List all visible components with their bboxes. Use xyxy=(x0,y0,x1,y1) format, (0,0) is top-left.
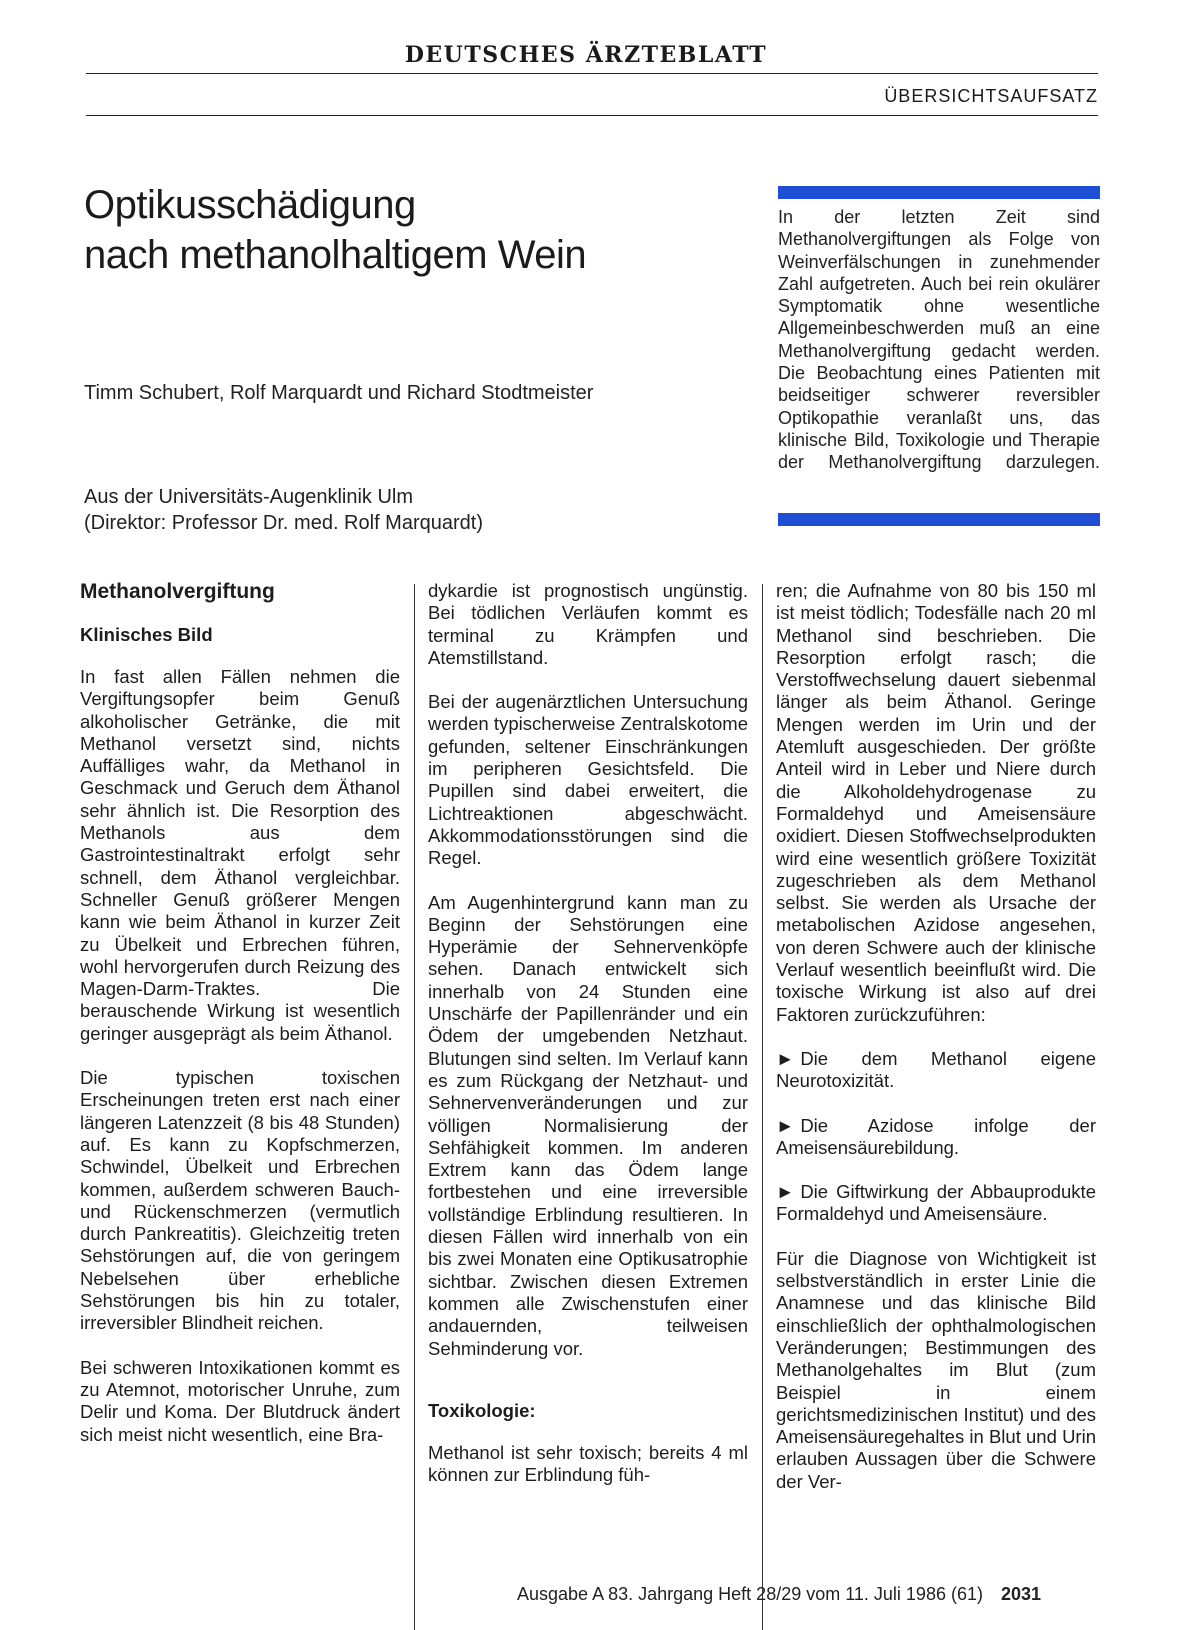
subsection-heading: Toxikologie: xyxy=(428,1399,536,1421)
section-rule xyxy=(86,115,1098,116)
affiliation-line-1: Aus der Universitäts-Augenklinik Ulm xyxy=(84,486,414,508)
body-column-3 xyxy=(776,580,1096,1515)
paragraph: In fast allen Fällen nehmen die Vergiftungsopfer beim Genuß alkoholischer Getränke, die mit Methanol versetzt sind, nichts Auffälliges wahr, da Methanol in Geschmack und Geruch dem Äthanol sehr ähnlich ist. Die Resorption des Methanols aus dem Gastrointestinaltrakt erfolgt sehr schnell, dem Äthanol vergleichbar. Schneller Genuß größerer Mengen kann wie beim Äthanol in kurzer Zeit zu Übelkeit und Erbrechen führen, wohl hervorgerufen durch Reizung des Magen-Darm-Traktes. Die berauschende Wirkung ist wesentlich geringer ausgeprägt als beim Äthanol. xyxy=(80,666,400,1044)
body-column-2 xyxy=(428,580,748,1508)
paragraph: dykardie ist prognostisch ungünstig. Bei tödlichen Verläufen kommt es terminal zu Krämpfen und Atemstillstand. xyxy=(428,580,748,668)
triangle-bullet-icon: ► xyxy=(776,1181,795,1203)
paragraph: ren; die Aufnahme von 80 bis 150 ml ist meist tödlich; Todesfälle nach 20 ml Methanol sind beschrieben. Die Resorption erfolgt rasch; die Verstoffwechselung dauert siebenmal länger als beim Äthanol. Geringe Mengen werden im Urin und der Atemluft ausgeschieden. Der größte Anteil wird in Leber und Niere durch die Alkoholdehydrogenase zu Formaldehyd und Ameisensäure oxidiert. Diesen Stoffwechselprodukten wird eine wesentlich größere Toxizität zugeschrieben als dem Methanol selbst. Sie werden als Ursache der metabolischen Azidose angesehen, von deren Schwere auch der klinische Verlauf wesentlich beeinflußt wird. Die toxische Wirkung ist also auf drei Faktoren zurückzuführen: xyxy=(776,580,1096,1025)
bullet-list xyxy=(776,1048,1096,1226)
triangle-bullet-icon: ► xyxy=(776,1047,795,1069)
abstract-top-bar xyxy=(778,186,1100,199)
journal-masthead: DEUTSCHES ÄRZTEBLATT xyxy=(404,42,768,68)
list-item xyxy=(776,1181,1096,1226)
body-column-1 xyxy=(80,580,400,1468)
section-heading: Methanolvergiftung xyxy=(80,580,275,603)
issue-info: Ausgabe A 83. Jahrgang Heft 28/29 vom 11. Juli 1986 (61) xyxy=(517,1584,983,1604)
list-item xyxy=(776,1115,1096,1160)
paragraph: Bei schweren Intoxikationen kommt es zu Atemnot, motorischer Unruhe, zum Delir und Koma. Der Blutdruck ändert sich meist nicht wesentlich, eine Bra- xyxy=(80,1356,400,1445)
article-title xyxy=(84,180,744,280)
list-item-text: Die dem Methanol eigene Neurotoxizität. xyxy=(776,1047,1096,1092)
column-divider xyxy=(414,584,415,1630)
paragraph: Die typischen toxischen Erscheinungen treten erst nach einer längeren Latenzzeit (8 bis 48 Stunden) auf. Es kann zu Kopfschmerzen, Schwindel, Übelkeit und Erbrechen kommen, außerdem schweren Bauch- und Rückenschmerzen (vermutlich durch Pankreatitis). Gleichzeitig treten Sehstörungen auf, die von geringem Nebelsehen über erhebliche Sehstörungen bis hin zu totaler, irreversibler Blindheit reichen. xyxy=(80,1067,400,1334)
affiliation-line-2: (Direktor: Professor Dr. med. Rolf Marquardt) xyxy=(84,512,483,534)
paragraph: Bei der augenärztlichen Untersuchung werden typischerweise Zentralskotome gefunden, seltener Einschränkungen im peripheren Gesichtsfeld. Die Pupillen sind dabei erweitert, die Lichtreaktionen abgeschwächt. Akkommodationsstörungen sind die Regel. xyxy=(428,691,748,869)
title-line-2: nach methanolhaltigem Wein xyxy=(84,233,587,277)
abstract-text: In der letzten Zeit sind Methanolvergiftungen als Folge von Weinverfälschungen in zunehmender Zahl aufgetreten. Auch bei rein okulärer Symptomatik ohne wesentliche Allgemeinbeschwerden muß an eine Methanolvergiftung gedacht werden. Die Beobachtung eines Patienten mit beidseitiger schwerer reversibler Optikopathie veranlaßt uns, das klinische Bild, Toxikologie und Therapie der Methanolvergiftung darzulegen. xyxy=(778,207,1100,473)
paragraph: Methanol ist sehr toxisch; bereits 4 ml können zur Erblindung füh- xyxy=(428,1441,748,1486)
paragraph: Für die Diagnose von Wichtigkeit ist selbstverständlich in erster Linie die Anamnese und das klinische Bild einschließlich der ophthalmologischen Veränderungen; Bestimmungen des Methanolgehaltes im Blut (zum Beispiel in einem gerichtsmedizinischen Institut) und des Ameisensäuregehaltes in Blut und Urin erlauben Aussagen über die Schwere der Ver- xyxy=(776,1247,1096,1492)
section-label: ÜBERSICHTSAUFSATZ xyxy=(884,86,1098,106)
abstract-bottom-bar xyxy=(778,513,1100,526)
title-line-1: Optikusschädigung xyxy=(84,183,416,227)
list-item xyxy=(776,1048,1096,1093)
column-divider xyxy=(762,584,763,1630)
author-list: Timm Schubert, Rolf Marquardt und Richard Stodtmeister xyxy=(84,382,594,404)
page-footer xyxy=(517,1584,1041,1605)
paragraph: Am Augenhintergrund kann man zu Beginn der Sehstörungen eine Hyperämie der Sehnervenköpfe sehen. Danach entwickelt sich innerhalb von 24 Stunden eine Unschärfe der Papillenränder und ein Ödem der umgebenden Netzhaut. Blutungen sind selten. Im Verlauf kann es zum Rückgang der Netzhaut- und Sehnervenveränderungen und zur völligen Normalisierung der Sehfähigkeit kommen. Im anderen Extrem kann das Ödem lange fortbestehen und eine irreversible vollständige Erblindung resultieren. In diesen Fällen wird innerhalb von ein bis zwei Monaten eine Optikusatrophie sichtbar. Zwischen diesen Extremen kommen alle Zwischenstufen einer andauernden, teilweisen Sehminderung vor. xyxy=(428,891,748,1359)
list-item-text: Die Azidose infolge der Ameisensäurebildung. xyxy=(776,1114,1096,1158)
triangle-bullet-icon: ► xyxy=(776,1114,795,1136)
list-item-text: Die Giftwirkung der Abbauprodukte Formaldehyd und Ameisensäure. xyxy=(776,1181,1096,1225)
page-number: 2031 xyxy=(1000,1584,1042,1604)
subsection-heading: Klinisches Bild xyxy=(80,624,213,645)
masthead-rule xyxy=(86,73,1098,74)
affiliation xyxy=(84,484,483,536)
